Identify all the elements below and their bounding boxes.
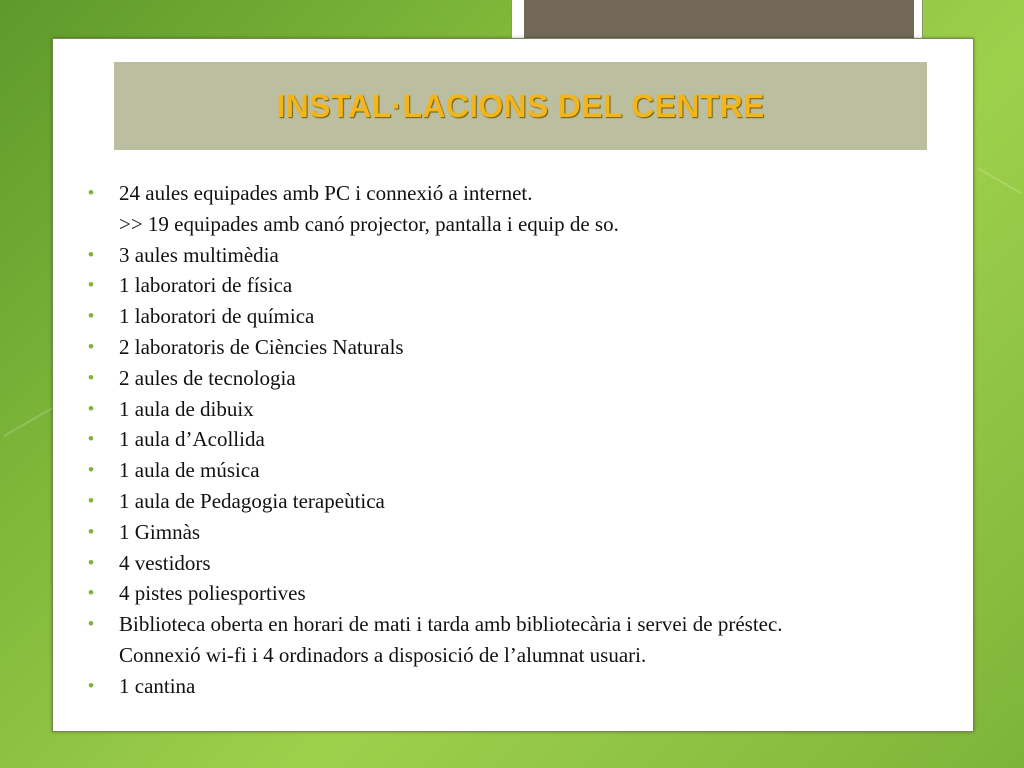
background-decoration: [978, 168, 1022, 195]
list-item: [88, 455, 958, 486]
list-item: [88, 517, 958, 548]
list-item-text: 1 laboratori de física: [119, 273, 293, 298]
list-item: [88, 394, 958, 425]
list-item-text: 1 aula de dibuix: [119, 396, 254, 421]
bullet-icon: •: [88, 552, 94, 572]
bullet-icon: •: [88, 460, 94, 480]
list-item: [88, 609, 958, 671]
list-item: [88, 240, 958, 271]
bullet-icon: •: [88, 306, 94, 326]
bullet-icon: •: [88, 367, 94, 387]
bullet-icon: •: [88, 275, 94, 295]
list-item-continuation: Connexió wi-fi i 4 ordinadors a disposició de l’alumnat usuari.: [119, 642, 647, 667]
list-item: [88, 424, 958, 455]
list-item-text: 2 aules de tecnologia: [119, 365, 296, 390]
list-item-text: 1 aula d’Acollida: [119, 427, 265, 452]
list-item-text: 3 aules multimèdia: [119, 242, 279, 267]
list-item-text: 4 pistes poliesportives: [119, 581, 306, 606]
facilities-list: [88, 178, 958, 702]
list-item-text: 1 Gimnàs: [119, 519, 201, 544]
list-item-text: 2 laboratoris de Ciències Naturals: [119, 334, 404, 359]
list-item: [88, 332, 958, 363]
list-item-text: 1 aula de Pedagogia terapeùtica: [119, 488, 385, 513]
list-item-continuation: >> 19 equipades amb canó projector, pantalla i equip de so.: [119, 211, 619, 236]
list-item-text: 1 laboratori de química: [119, 304, 315, 329]
list-item: [88, 178, 958, 240]
list-item: [88, 671, 958, 702]
bullet-icon: •: [88, 675, 94, 695]
list-item-text: 24 aules equipades amb PC i connexió a internet.: [119, 181, 533, 205]
list-item: [88, 363, 958, 394]
list-item-text: 1 aula de música: [119, 458, 260, 483]
list-item-text: 4 vestidors: [119, 550, 211, 575]
title-band: [114, 62, 927, 150]
list-item: [88, 270, 958, 301]
background-decoration: [4, 405, 57, 437]
bullet-icon: •: [88, 521, 94, 541]
list-item: [88, 578, 958, 609]
bullet-icon: •: [88, 398, 94, 418]
bullet-icon: •: [88, 614, 94, 634]
bullet-icon: •: [88, 490, 94, 510]
bullet-icon: •: [88, 244, 94, 264]
list-item: [88, 486, 958, 517]
bullet-icon: •: [88, 183, 94, 202]
bullet-icon: •: [88, 336, 94, 356]
list-item-text: 1 cantina: [119, 673, 196, 698]
list-item-text: Biblioteca oberta en horari de mati i tarda amb bibliotecària i servei de préstec.: [119, 612, 783, 637]
bullet-icon: •: [88, 429, 94, 449]
slide-title: INSTAL·LACIONS DEL CENTRE: [276, 87, 765, 124]
bullet-icon: •: [88, 583, 94, 603]
list-item: [88, 301, 958, 332]
list-item: [88, 548, 958, 579]
